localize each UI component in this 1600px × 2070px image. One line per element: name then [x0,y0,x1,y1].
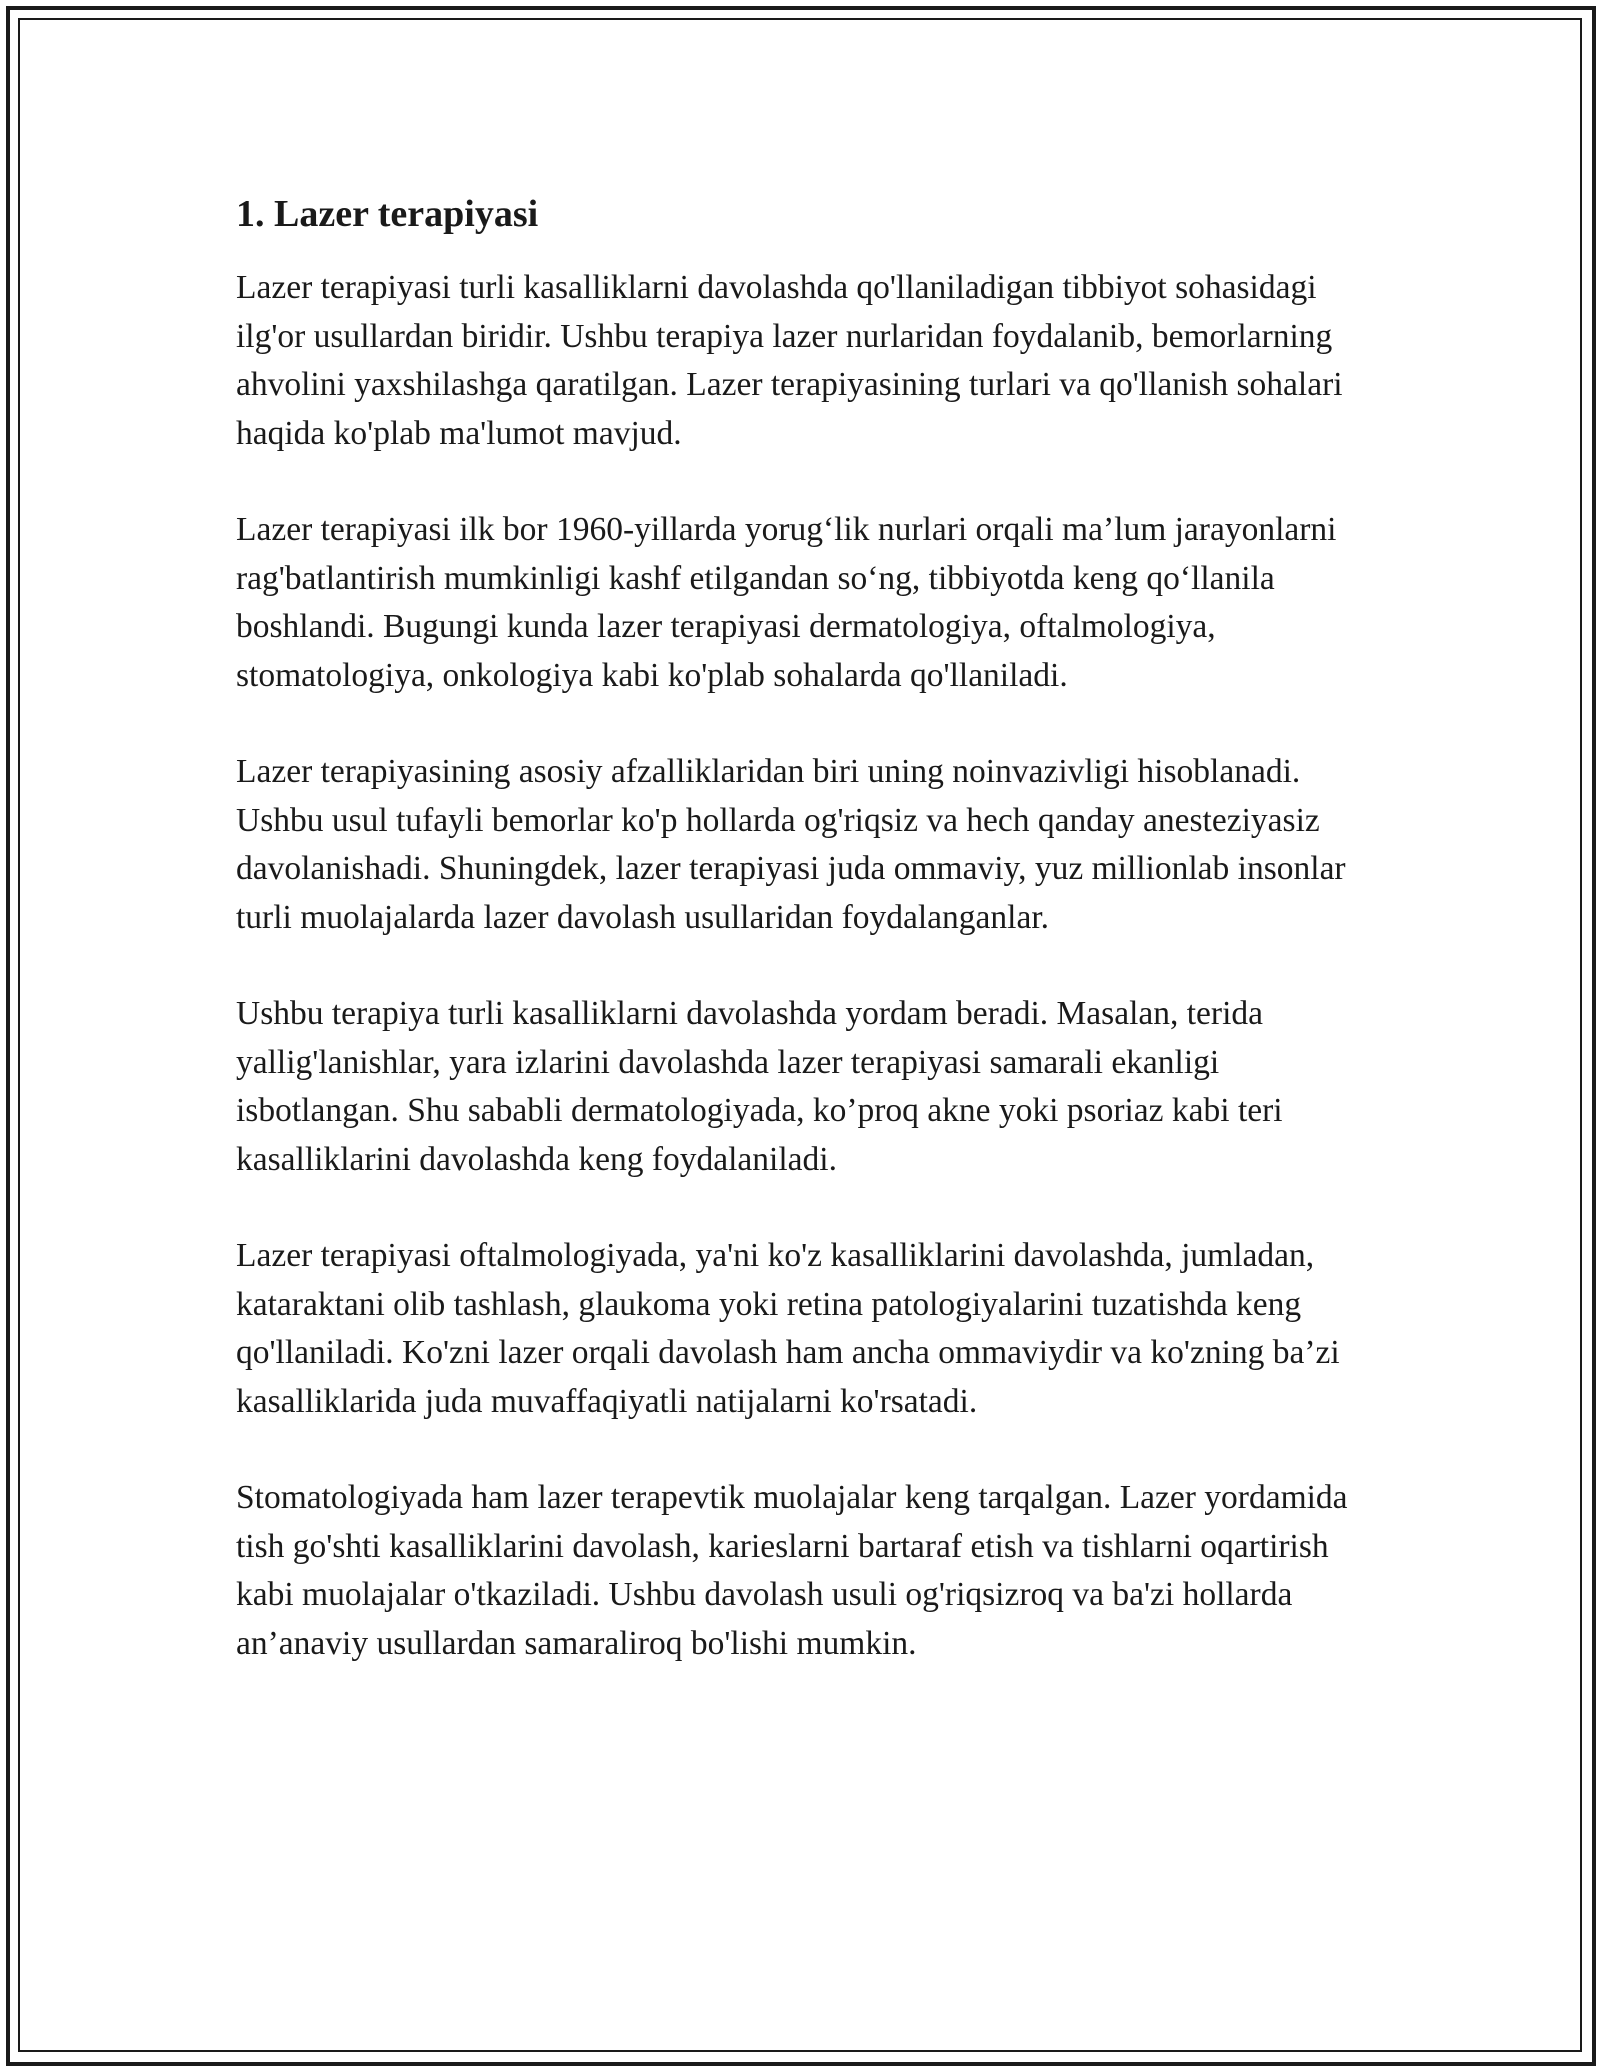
paragraph-6: Stomatologiyada ham lazer terapevtik muolajalar keng tarqalgan. Lazer yordamida tish go'shti kasalliklarini davolash, karieslarni bartaraf etish va tishlarni oqartirish kabi muolajalar o'tkaziladi. Ushbu davolash usuli og'riqsizroq va ba'zi hollarda an’anaviy usullardan samaraliroq bo'lishi mumkin. [236,1479,1348,1662]
paragraph-3: Lazer terapiyasining asosiy afzalliklaridan biri uning noinvazivligi hisoblanadi. Ushbu usul tufayli bemorlar ko'p hollarda og'riqsiz va hech qanday anesteziyasiz davolanishadi. Shuningdek, lazer terapiyasi juda ommaviy, yuz millionlab insonlar turli muolajalarda lazer davolash usullaridan foydalanganlar. [236,753,1346,936]
paragraph-5: Lazer terapiyasi oftalmologiyada, ya'ni ko'z kasalliklarini davolashda, jumladan, kataraktani olib tashlash, glaukoma yoki retina patologiyalarini tuzatishda keng qo'llaniladi. Ko'zni lazer orqali davolash ham ancha ommaviydir va ko'zning ba’zi kasalliklarida juda muvaffaqiyatli natijalarni ko'rsatadi. [236,1237,1340,1420]
paragraph-4: Ushbu terapiya turli kasalliklarni davolashda yordam beradi. Masalan, terida yallig'lanishlar, yara izlarini davolashda lazer terapiyasi samarali ekanligi isbotlangan. Shu sababli dermatologiyada, ko’proq akne yoki psoriaz kabi teri kasalliklarini davolashda keng foydalaniladi. [236,995,1283,1178]
document-body [236,188,1376,1668]
section-heading: 1. Lazer terapiyasi [236,193,539,235]
paragraph-2: Lazer terapiyasi ilk bor 1960-yillarda yorug‘lik nurlari orqali ma’lum jarayonlarni rag'batlantirish mumkinligi kashf etilgandan so‘ng, tibbiyotda keng qo‘llanila boshlandi. Bugungi kunda lazer terapiyasi dermatologiya, oftalmologiya, stomatologiya, onkologiya kabi ko'plab sohalarda qo'llaniladi. [236,511,1337,694]
paragraph-1: Lazer terapiyasi turli kasalliklarni davolashda qo'llaniladigan tibbiyot sohasidagi ilg'or usullardan biridir. Ushbu terapiya lazer nurlaridan foydalanib, bemorlarning ahvolini yaxshilashga qaratilgan. Lazer terapiyasining turlari va qo'llanish sohalari haqida ko'plab ma'lumot mavjud. [236,269,1343,452]
